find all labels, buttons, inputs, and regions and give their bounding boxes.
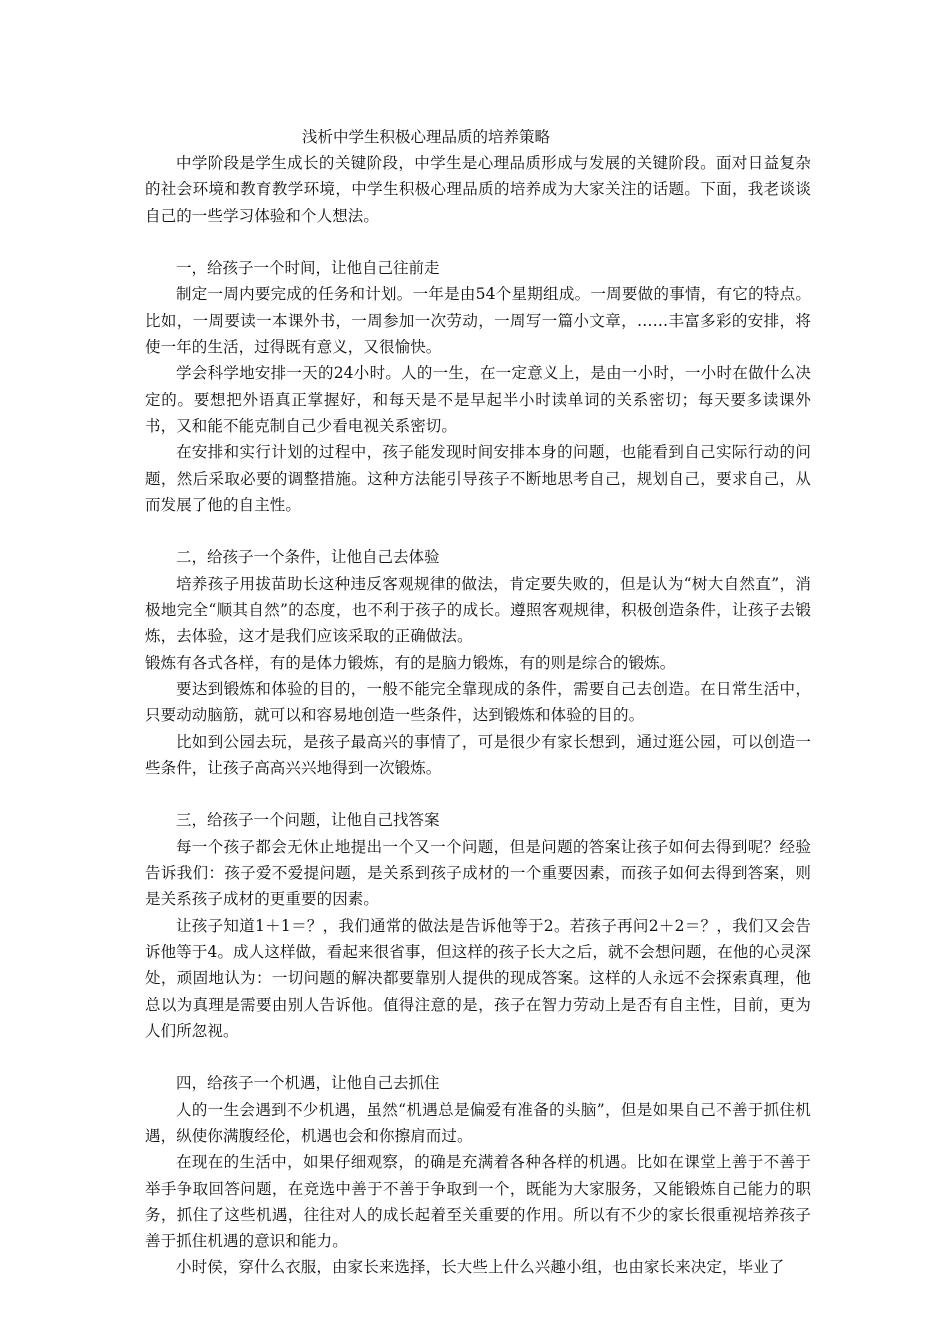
section-paragraph: 在安排和实行计划的过程中，孩子能发现时间安排本身的问题，也能看到自己实际行动的问题，然后采取必要的调整措施。这种方法能引导孩子不断地思考自己，规划自己，要求自己，从而发展了他的自主性。: [145, 443, 811, 514]
section-paragraph: 培养孩子用拔苗助长这种违反客观规律的做法，肯定要失败的，但是认为“树大自然直”，消极地完全“顺其自然”的态度，也不利于孩子的成长。遵照客观规律，积极创造条件，让孩子去锻炼，去体验，这才是我们应该采取的正确做法。: [145, 574, 811, 646]
section-paragraph: 比如到公园去玩，是孩子最高兴的事情了，可是很少有家长想到，通过逛公园，可以创造一些条件，让孩子高高兴兴地得到一次锻炼。: [145, 732, 811, 777]
section-paragraph: 让孩子知道1＋1＝？，我们通常的做法是告诉他等于2。若孩子再问2＋2＝？，我们又会告诉他等于4。成人这样做，看起来很省事，但这样的孩子长大之后，就不会想问题，在他的心灵深处，顽固地认为：一切问题的解决都要靠别人提供的现成答案。这样的人永远不会探索真理，他总以为真理是需要由别人告诉他。值得注意的是，孩子在智力劳动上是否有自主性，目前，更为人们所忽视。: [145, 916, 811, 1040]
section-paragraph: 人的一生会遇到不少机遇，虽然“机遇总是偏爱有准备的头脑”，但是如果自己不善于抓住机遇，纵使你满腹经伦，机遇也会和你擦肩而过。: [145, 1100, 811, 1145]
section-1: [145, 255, 811, 518]
section-heading: 一，给孩子一个时间，让他自己往前走: [176, 259, 440, 278]
section-heading: 四，给孩子一个机遇，让他自己去抓住: [176, 1074, 440, 1093]
section-paragraph: 锻炼有各式各样，有的是体力锻炼，有的是脑力锻炼，有的则是综合的锻炼。: [145, 653, 676, 672]
section-heading: 二，给孩子一个条件，让他自己去体验: [176, 548, 440, 567]
section-3: [145, 807, 811, 1044]
document-page: [145, 124, 811, 1281]
spacer: [145, 518, 811, 544]
section-heading: 三，给孩子一个问题，让他自己找答案: [176, 811, 440, 830]
section-paragraph: 小时侯，穿什么衣服，由家长来选择，长大些上什么兴趣小组，也由家长来决定，毕业了: [176, 1258, 785, 1277]
spacer: [145, 229, 811, 255]
intro-paragraph: 中学阶段是学生成长的关键阶段，中学生是心理品质形成与发展的关键阶段。面对日益复杂的社会环境和教育教学环境，中学生积极心理品质的培养成为大家关注的话题。下面，我老谈谈自己的一些学习体验和个人想法。: [145, 154, 811, 225]
section-2: [145, 544, 811, 781]
section-paragraph: 在现在的生活中，如果仔细观察，的确是充满着各种各样的机遇。比如在课堂上善于不善于举手争取回答问题，在竞选中善于不善于争取到一个，既能为大家服务，又能锻炼自己能力的职务，抓住了这些机遇，往往对人的成长起着至关重要的作用。所以有不少的家长很重视培养孩子善于抓住机遇的意识和能力。: [145, 1153, 811, 1251]
spacer: [145, 781, 811, 807]
section-paragraph: 学会科学地安排一天的24小时。人的一生，在一定意义上，是由一小时，一小时在做什么决定的。要想把外语真正掌握好，和每天是不是早起半小时读单词的关系密切；每天要多读课外书，又和能不能克制自己少看电视关系密切。: [145, 364, 811, 435]
section-paragraph: 要达到锻炼和体验的目的，一般不能完全靠现成的条件，需要自己去创造。在日常生活中，只要动动脑筋，就可以和容易地创造一些条件，达到锻炼和体验的目的。: [145, 679, 811, 725]
section-paragraph: 制定一周内要完成的任务和计划。一年是由54个星期组成。一周要做的事情，有它的特点。比如，一周要读一本课外书，一周参加一次劳动，一周写一篇小文章，……丰富多彩的安排，将使一年的生活，过得既有意义，又很愉快。: [145, 285, 811, 357]
section-4: [145, 1070, 811, 1280]
spacer: [145, 1044, 811, 1070]
section-paragraph: 每一个孩子都会无休止地提出一个又一个问题，但是问题的答案让孩子如何去得到呢？经验告诉我们：孩子爱不爱提问题，是关系到孩子成材的一个重要因素，而孩子如何去得到答案，则是关系孩子成材的更重要的因素。: [145, 837, 811, 909]
document-title: 浅析中学生积极心理品质的培养策略: [302, 128, 551, 146]
